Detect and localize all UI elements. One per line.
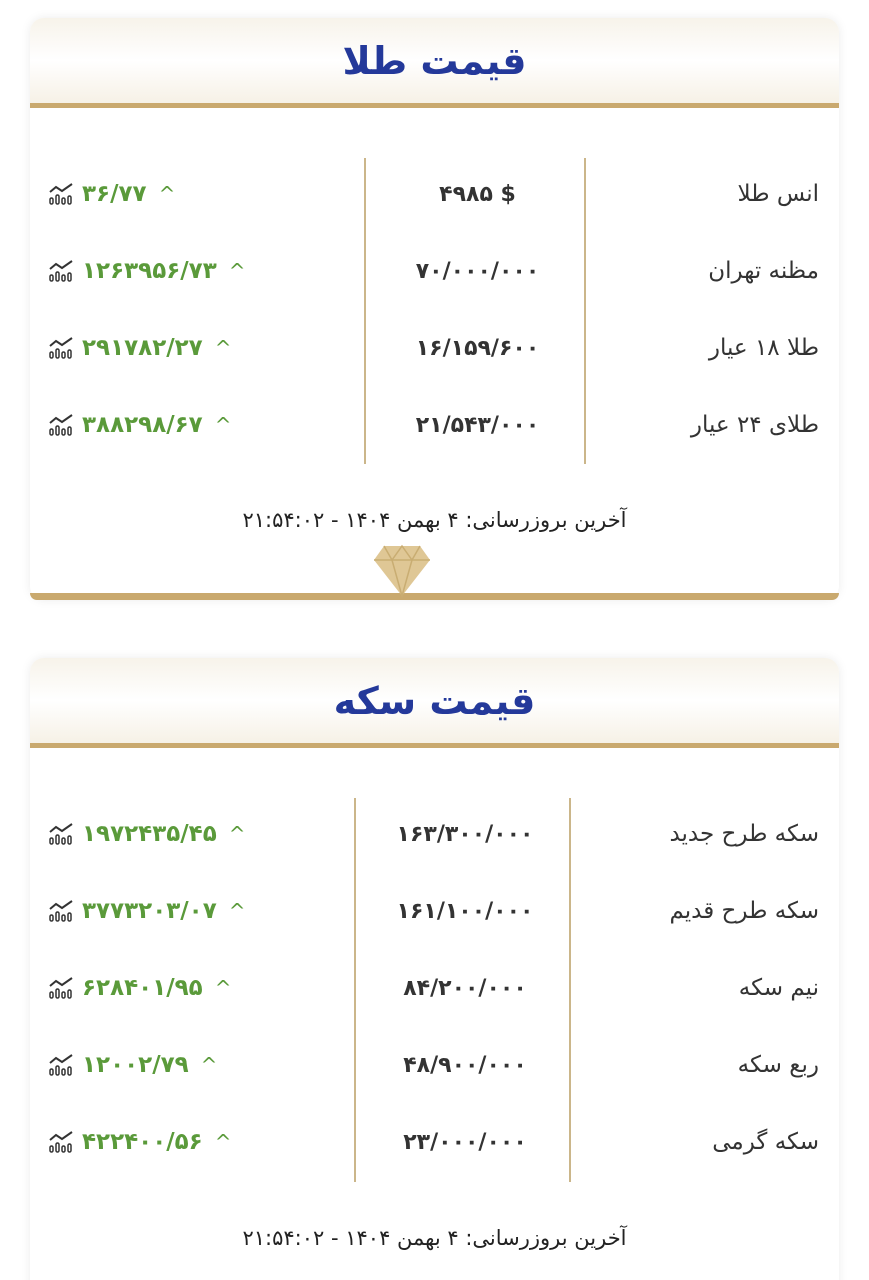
change-value: ۳۷۷۳۲۰۳/۰۷ xyxy=(82,898,217,924)
coin-card-header xyxy=(30,658,839,748)
item-change xyxy=(48,412,231,438)
item-price: ۷۰/۰۰۰/۰۰۰ xyxy=(415,258,540,284)
arrow-up-icon: ^ xyxy=(214,413,232,437)
item-name: سکه طرح جدید xyxy=(669,821,819,847)
card-bottom-border xyxy=(30,593,839,600)
chart-trend-icon[interactable] xyxy=(48,337,76,359)
item-name: سکه گرمی xyxy=(712,1129,819,1155)
price-row[interactable] xyxy=(30,1045,839,1085)
change-value: ۳۶/۷۷ xyxy=(82,181,147,207)
item-price: ۴۹۸۵ $ xyxy=(439,181,516,207)
item-price: ۸۴/۲۰۰/۰۰۰ xyxy=(403,975,527,1001)
item-name: طلا ۱۸ عیار xyxy=(708,335,819,361)
arrow-up-icon: ^ xyxy=(200,1053,218,1077)
item-price: ۲۳/۰۰۰/۰۰۰ xyxy=(403,1129,527,1155)
item-name: ربع سکه xyxy=(737,1052,819,1078)
diamond-icon xyxy=(372,542,432,598)
item-price: ۱۶/۱۵۹/۶۰۰ xyxy=(415,335,540,361)
item-price: ۱۶۳/۳۰۰/۰۰۰ xyxy=(396,821,534,847)
change-value: ۲۹۱۷۸۲/۲۷ xyxy=(82,335,203,361)
chart-trend-icon[interactable] xyxy=(48,900,76,922)
price-row[interactable] xyxy=(30,174,839,214)
item-name: نیم سکه xyxy=(738,975,819,1001)
change-value: ۴۲۲۴۰۰/۵۶ xyxy=(82,1129,203,1155)
coin-card-title: قیمت سکه xyxy=(333,678,536,723)
price-row[interactable] xyxy=(30,1122,839,1162)
last-update-text: آخرین بروزرسانی: ۴ بهمن ۱۴۰۴ - ۲۱:۵۴:۰۲ xyxy=(242,508,627,532)
price-row[interactable] xyxy=(30,968,839,1008)
arrow-up-icon: ^ xyxy=(158,182,176,206)
arrow-up-icon: ^ xyxy=(228,259,246,283)
coin-price-card xyxy=(30,658,839,1280)
chart-trend-icon[interactable] xyxy=(48,823,76,845)
change-value: ۶۲۸۴۰۱/۹۵ xyxy=(82,975,203,1001)
gold-price-card xyxy=(30,18,839,600)
gold-card-header xyxy=(30,18,839,108)
arrow-up-icon: ^ xyxy=(214,976,232,1000)
price-row[interactable] xyxy=(30,405,839,445)
last-update-text: آخرین بروزرسانی: ۴ بهمن ۱۴۰۴ - ۲۱:۵۴:۰۲ xyxy=(242,1226,627,1250)
price-row[interactable] xyxy=(30,891,839,931)
arrow-up-icon: ^ xyxy=(228,899,246,923)
item-name: سکه طرح قدیم xyxy=(669,898,819,924)
change-value: ۱۲۶۳۹۵۶/۷۳ xyxy=(82,258,217,284)
item-change xyxy=(48,975,231,1001)
item-change xyxy=(48,898,246,924)
item-name: مظنه تهران xyxy=(708,258,819,284)
item-change xyxy=(48,1129,231,1155)
item-price: ۴۸/۹۰۰/۰۰۰ xyxy=(403,1052,527,1078)
chart-trend-icon[interactable] xyxy=(48,414,76,436)
price-row[interactable] xyxy=(30,814,839,854)
change-value: ۱۹۷۲۴۳۵/۴۵ xyxy=(82,821,217,847)
item-name: طلای ۲۴ عیار xyxy=(690,412,819,438)
item-change xyxy=(48,258,246,284)
gold-card-title: قیمت طلا xyxy=(342,38,527,83)
price-row[interactable] xyxy=(30,328,839,368)
item-change xyxy=(48,181,175,207)
chart-trend-icon[interactable] xyxy=(48,1131,76,1153)
item-price: ۲۱/۵۴۳/۰۰۰ xyxy=(415,412,540,438)
item-change xyxy=(48,335,231,361)
change-value: ۱۲۰۰۲/۷۹ xyxy=(82,1052,189,1078)
chart-trend-icon[interactable] xyxy=(48,977,76,999)
item-name: انس طلا xyxy=(737,181,819,207)
item-change xyxy=(48,821,246,847)
arrow-up-icon: ^ xyxy=(228,822,246,846)
arrow-up-icon: ^ xyxy=(214,1130,232,1154)
price-row[interactable] xyxy=(30,251,839,291)
item-price: ۱۶۱/۱۰۰/۰۰۰ xyxy=(396,898,534,924)
chart-trend-icon[interactable] xyxy=(48,183,76,205)
change-value: ۳۸۸۲۹۸/۶۷ xyxy=(82,412,203,438)
item-change xyxy=(48,1052,217,1078)
chart-trend-icon[interactable] xyxy=(48,1054,76,1076)
chart-trend-icon[interactable] xyxy=(48,260,76,282)
arrow-up-icon: ^ xyxy=(214,336,232,360)
